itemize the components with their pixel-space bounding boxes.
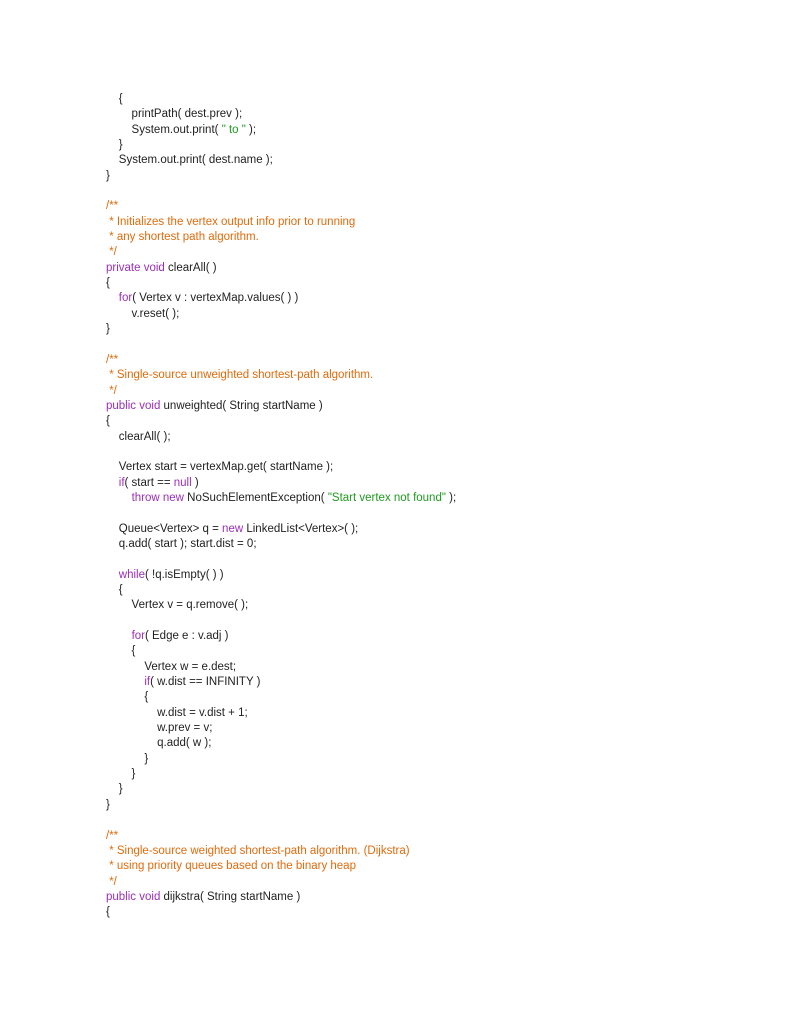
code-line: [106, 890, 456, 905]
code-comment: */: [106, 384, 117, 397]
code-keyword: new: [222, 522, 244, 535]
code-line: [106, 353, 456, 368]
code-comment: * Initializes the vertex output info prior to running: [106, 215, 356, 228]
code-comment: * using priority queues based on the binary heap: [106, 860, 356, 873]
code-line: [106, 875, 456, 890]
code-line: [106, 276, 456, 291]
code-string: " to ": [221, 123, 246, 136]
code-line: [106, 322, 456, 337]
code-line: [106, 644, 456, 659]
code-keyword: if: [118, 476, 125, 489]
code-line: [106, 721, 456, 736]
code-line: [106, 568, 456, 583]
code-text: Vertex start = vertexMap.get( startName );: [106, 461, 334, 474]
code-keyword: while: [118, 568, 145, 581]
code-line: [106, 552, 456, 567]
code-comment: /**: [106, 200, 119, 213]
code-text: {: [106, 277, 110, 290]
code-line: [106, 445, 456, 460]
code-line: [106, 506, 456, 521]
code-keyword: for: [131, 630, 145, 643]
code-text: Vertex v = q.remove( );: [106, 599, 249, 612]
code-line: [106, 829, 456, 844]
code-line: [106, 629, 456, 644]
code-line: [106, 169, 456, 184]
code-comment: */: [106, 246, 117, 259]
code-line: [106, 491, 456, 506]
code-line: [106, 261, 456, 276]
code-comment: * any shortest path algorithm.: [106, 231, 259, 244]
code-text: q.add( w );: [106, 737, 212, 750]
code-line: [106, 706, 456, 721]
code-keyword: public void: [106, 399, 161, 412]
code-line: [106, 752, 456, 767]
code-text: }: [106, 752, 149, 765]
code-text: v.reset( );: [106, 307, 180, 320]
code-text: }: [106, 323, 110, 336]
code-text: {: [106, 645, 136, 658]
code-keyword: throw new: [131, 491, 184, 504]
code-comment: */: [106, 875, 117, 888]
code-line: [106, 767, 456, 782]
code-line: [106, 460, 456, 475]
code-comment: /**: [106, 829, 119, 842]
code-text: );: [245, 123, 257, 136]
code-line: [106, 291, 456, 306]
code-line: [106, 230, 456, 245]
code-text: [106, 569, 119, 581]
code-text: }: [106, 139, 123, 152]
code-text: }: [106, 768, 136, 781]
code-line: [106, 414, 456, 429]
code-text: [106, 676, 144, 688]
code-line: [106, 813, 456, 828]
code-text: w.prev = v;: [106, 722, 213, 735]
code-text: ( w.dist == INFINITY ): [150, 676, 261, 689]
code-keyword: null: [173, 476, 192, 489]
code-line: [106, 736, 456, 751]
code-text: {: [106, 415, 110, 428]
code-text: {: [106, 906, 110, 919]
code-line: [106, 614, 456, 629]
code-text: }: [106, 169, 110, 182]
code-comment: * Single-source weighted shortest-path algorithm. (Dijkstra): [106, 844, 410, 857]
code-line: [106, 844, 456, 859]
code-line: [106, 675, 456, 690]
code-line: [106, 476, 456, 491]
code-text: clearAll( );: [106, 430, 171, 443]
code-text: dijkstra( String startName ): [160, 890, 301, 903]
code-listing: [106, 92, 456, 921]
code-line: [106, 384, 456, 399]
code-line: [106, 782, 456, 797]
code-text: ( !q.isEmpty( ) ): [145, 568, 224, 581]
code-text: {: [106, 584, 123, 596]
code-text: ( Vertex v : vertexMap.values( ) ): [132, 292, 299, 305]
code-line: [106, 583, 456, 598]
code-text: }: [106, 798, 110, 811]
code-text: [106, 477, 119, 489]
code-keyword: public void: [106, 890, 161, 903]
code-text: q.add( start ); start.dist = 0;: [106, 537, 257, 550]
code-text: [106, 492, 132, 504]
code-text: Vertex w = e.dest;: [106, 660, 237, 673]
code-text: ): [191, 476, 199, 489]
code-text: LinkedList<Vertex>( );: [243, 522, 359, 535]
code-text: w.dist = v.dist + 1;: [106, 706, 248, 719]
code-line: [106, 199, 456, 214]
code-comment: /**: [106, 353, 119, 366]
code-line: [106, 138, 456, 153]
code-text: }: [106, 783, 123, 796]
code-line: [106, 92, 456, 107]
code-line: [106, 215, 456, 230]
code-line: [106, 430, 456, 445]
code-comment: * Single-source unweighted shortest-path algorithm.: [106, 369, 374, 382]
code-text: Queue<Vertex> q =: [106, 522, 223, 535]
code-text: ( start ==: [124, 476, 174, 489]
code-text: System.out.print( dest.name );: [106, 154, 273, 167]
code-text: NoSuchElementException(: [183, 491, 328, 504]
code-line: [106, 153, 456, 168]
code-text: {: [106, 93, 123, 105]
code-text: ( Edge e : v.adj ): [144, 630, 229, 643]
code-line: [106, 798, 456, 813]
code-line: [106, 522, 456, 537]
code-line: [106, 537, 456, 552]
code-line: [106, 338, 456, 353]
code-text: printPath( dest.prev );: [106, 108, 243, 121]
code-line: [106, 598, 456, 613]
code-keyword: private void: [106, 261, 165, 274]
code-line: [106, 660, 456, 675]
code-text: [106, 630, 132, 642]
code-line: [106, 123, 456, 138]
code-line: [106, 107, 456, 122]
code-string: "Start vertex not found": [327, 491, 446, 504]
code-text: [106, 292, 119, 304]
code-text: clearAll( ): [164, 261, 217, 274]
code-line: [106, 368, 456, 383]
code-line: [106, 245, 456, 260]
code-line: [106, 690, 456, 705]
code-text: System.out.print(: [106, 123, 222, 136]
code-keyword: if: [144, 676, 151, 689]
code-line: [106, 399, 456, 414]
code-text: );: [445, 491, 457, 504]
code-line: [106, 307, 456, 322]
code-text: unweighted( String startName ): [160, 399, 323, 412]
code-text: {: [106, 691, 149, 704]
code-line: [106, 905, 456, 920]
code-line: [106, 184, 456, 199]
code-keyword: for: [118, 292, 133, 305]
code-line: [106, 859, 456, 874]
